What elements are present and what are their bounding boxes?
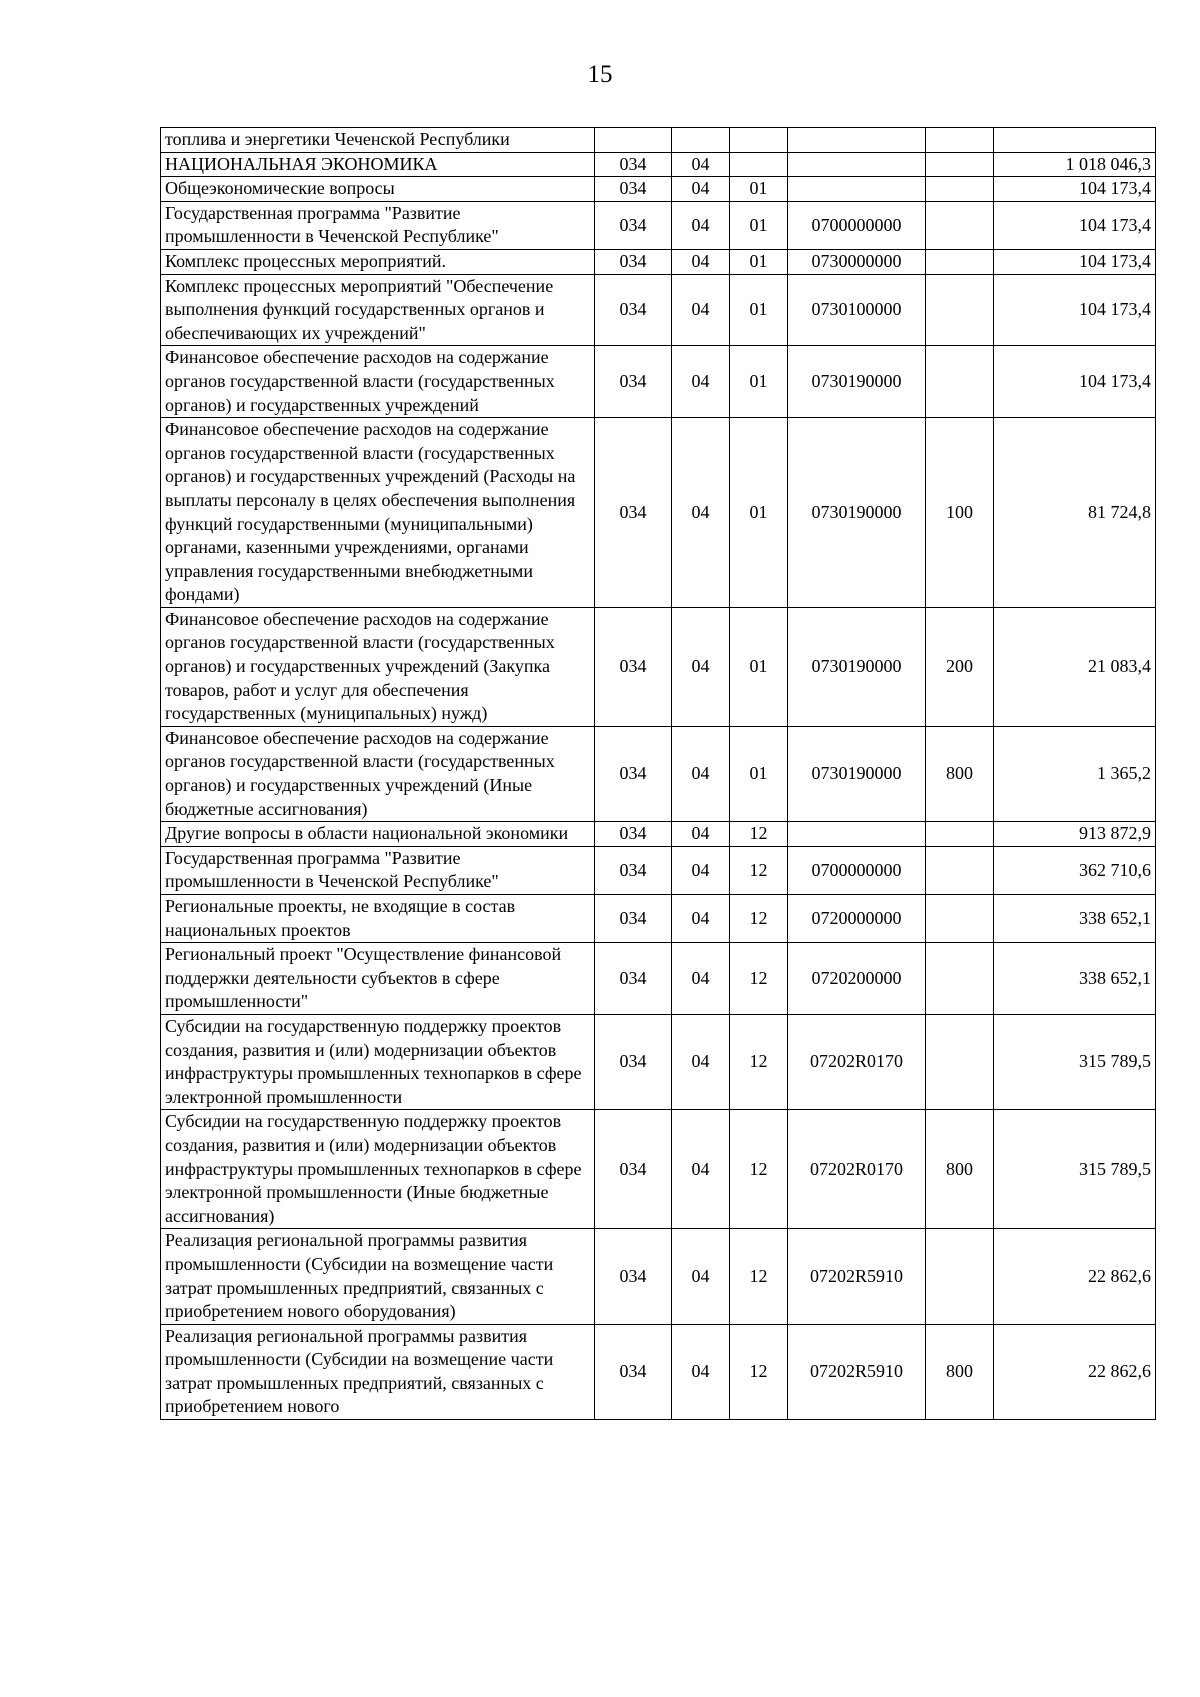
ved-code-cell: 034 [595,201,672,249]
section-code-cell: 04 [672,1229,730,1324]
expense-type-cell [926,1014,994,1109]
subsection-code-cell: 12 [730,895,788,943]
table-row [161,726,1156,821]
ved-code-cell: 034 [595,1324,672,1419]
target-article-cell: 07202R0170 [788,1110,926,1229]
page-number: 15 [587,61,613,88]
expense-type-cell [926,274,994,346]
expense-type-cell [926,128,994,153]
table-row [161,895,1156,943]
section-code-cell: 04 [672,607,730,726]
amount-cell: 21 083,4 [994,607,1156,726]
expense-type-cell: 200 [926,607,994,726]
ved-code-cell: 034 [595,346,672,418]
amount-cell: 81 724,8 [994,418,1156,608]
target-article-cell: 07202R5910 [788,1324,926,1419]
amount-cell: 1 018 046,3 [994,152,1156,177]
subsection-code-cell [730,152,788,177]
section-code-cell: 04 [672,1014,730,1109]
row-name-cell: Другие вопросы в области национальной экономики [161,822,595,847]
table-row [161,418,1156,608]
expense-type-cell [926,249,994,274]
expense-type-cell [926,895,994,943]
table-row [161,128,1156,153]
section-code-cell: 04 [672,846,730,894]
amount-cell: 104 173,4 [994,249,1156,274]
target-article-cell: 0700000000 [788,201,926,249]
ved-code-cell: 034 [595,943,672,1015]
amount-cell: 338 652,1 [994,895,1156,943]
row-name-cell: Финансовое обеспечение расходов на содержание органов государственной власти (государственных органов) и государственных учреждений (Закупка товаров, работ и услуг для обеспечения государственных (муниципальных) нужд) [161,607,595,726]
section-code-cell: 04 [672,1110,730,1229]
section-code-cell: 04 [672,274,730,346]
subsection-code-cell: 12 [730,1110,788,1229]
target-article-cell [788,177,926,202]
target-article-cell: 07202R5910 [788,1229,926,1324]
row-name-cell: Общеэкономические вопросы [161,177,595,202]
budget-table-body [161,128,1156,1420]
section-code-cell: 04 [672,418,730,608]
section-code-cell: 04 [672,895,730,943]
ved-code-cell: 034 [595,418,672,608]
table-row [161,943,1156,1015]
amount-cell: 104 173,4 [994,201,1156,249]
ved-code-cell: 034 [595,846,672,894]
subsection-code-cell: 12 [730,822,788,847]
row-name-cell: Государственная программа "Развитие промышленности в Чеченской Республике" [161,201,595,249]
expense-type-cell [926,822,994,847]
subsection-code-cell: 12 [730,1324,788,1419]
section-code-cell: 04 [672,346,730,418]
amount-cell: 1 365,2 [994,726,1156,821]
target-article-cell: 0730190000 [788,726,926,821]
expense-type-cell: 800 [926,1110,994,1229]
ved-code-cell: 034 [595,152,672,177]
section-code-cell: 04 [672,943,730,1015]
ved-code-cell: 034 [595,249,672,274]
subsection-code-cell: 12 [730,1014,788,1109]
amount-cell: 338 652,1 [994,943,1156,1015]
expense-type-cell [926,201,994,249]
ved-code-cell: 034 [595,1110,672,1229]
table-row [161,822,1156,847]
expense-type-cell [926,152,994,177]
table-row [161,1110,1156,1229]
expense-type-cell [926,943,994,1015]
ved-code-cell: 034 [595,607,672,726]
amount-cell: 22 862,6 [994,1324,1156,1419]
amount-cell: 22 862,6 [994,1229,1156,1324]
expense-type-cell [926,346,994,418]
expense-type-cell: 100 [926,418,994,608]
table-row [161,346,1156,418]
amount-cell: 104 173,4 [994,177,1156,202]
target-article-cell: 07202R0170 [788,1014,926,1109]
row-name-cell: Финансовое обеспечение расходов на содержание органов государственной власти (государственных органов) и государственных учреждений (Иные бюджетные ассигнования) [161,726,595,821]
subsection-code-cell: 12 [730,943,788,1015]
budget-table [160,127,1156,1420]
subsection-code-cell: 01 [730,274,788,346]
amount-cell: 104 173,4 [994,346,1156,418]
section-code-cell: 04 [672,249,730,274]
target-article-cell: 0730000000 [788,249,926,274]
row-name-cell: Финансовое обеспечение расходов на содержание органов государственной власти (государственных органов) и государственных учреждений (Расходы на выплаты персоналу в целях обеспечения выполнения функций государственными (муниципальными) органами, казенными учреждениями, органами управления государственными внебюджетными фондами) [161,418,595,608]
section-code-cell: 04 [672,201,730,249]
row-name-cell: Субсидии на государственную поддержку проектов создания, развития и (или) модернизации объектов инфраструктуры промышленных технопарков в сфере электронной промышленности [161,1014,595,1109]
target-article-cell [788,152,926,177]
section-code-cell [672,128,730,153]
amount-cell: 362 710,6 [994,846,1156,894]
target-article-cell: 0730190000 [788,607,926,726]
target-article-cell [788,822,926,847]
target-article-cell: 0720200000 [788,943,926,1015]
subsection-code-cell: 01 [730,201,788,249]
target-article-cell: 0700000000 [788,846,926,894]
subsection-code-cell: 01 [730,607,788,726]
ved-code-cell: 034 [595,726,672,821]
row-name-cell: Реализация региональной программы развития промышленности (Субсидии на возмещение части затрат промышленных предприятий, связанных с приобретением нового [161,1324,595,1419]
target-article-cell [788,128,926,153]
table-row [161,607,1156,726]
table-row [161,1324,1156,1419]
section-code-cell: 04 [672,152,730,177]
table-row [161,274,1156,346]
ved-code-cell: 034 [595,1229,672,1324]
table-row [161,1014,1156,1109]
expense-type-cell [926,846,994,894]
row-name-cell: Реализация региональной программы развития промышленности (Субсидии на возмещение части затрат промышленных предприятий, связанных с приобретением нового оборудования) [161,1229,595,1324]
expense-type-cell [926,177,994,202]
table-row [161,152,1156,177]
amount-cell: 315 789,5 [994,1014,1156,1109]
row-name-cell: Региональный проект "Осуществление финансовой поддержки деятельности субъектов в сфере промышленности" [161,943,595,1015]
table-row [161,846,1156,894]
amount-cell [994,128,1156,153]
ved-code-cell: 034 [595,177,672,202]
section-code-cell: 04 [672,726,730,821]
row-name-cell: Государственная программа "Развитие промышленности в Чеченской Республике" [161,846,595,894]
expense-type-cell: 800 [926,1324,994,1419]
table-row [161,1229,1156,1324]
expense-type-cell [926,1229,994,1324]
subsection-code-cell: 12 [730,846,788,894]
ved-code-cell: 034 [595,1014,672,1109]
subsection-code-cell: 01 [730,249,788,274]
row-name-cell: топлива и энергетики Чеченской Республики [161,128,595,153]
section-code-cell: 04 [672,1324,730,1419]
table-row [161,249,1156,274]
table-row [161,201,1156,249]
subsection-code-cell: 01 [730,726,788,821]
ved-code-cell: 034 [595,822,672,847]
row-name-cell: Комплекс процессных мероприятий. [161,249,595,274]
amount-cell: 104 173,4 [994,274,1156,346]
ved-code-cell: 034 [595,895,672,943]
ved-code-cell [595,128,672,153]
target-article-cell: 0730190000 [788,418,926,608]
subsection-code-cell: 01 [730,177,788,202]
target-article-cell: 0720000000 [788,895,926,943]
amount-cell: 315 789,5 [994,1110,1156,1229]
section-code-cell: 04 [672,822,730,847]
row-name-cell: Субсидии на государственную поддержку проектов создания, развития и (или) модернизации объектов инфраструктуры промышленных технопарков в сфере электронной промышленности (Иные бюджетные ассигнования) [161,1110,595,1229]
target-article-cell: 0730100000 [788,274,926,346]
ved-code-cell: 034 [595,274,672,346]
row-name-cell: Комплекс процессных мероприятий "Обеспечение выполнения функций государственных органов и обеспечивающих их учреждений" [161,274,595,346]
table-row [161,177,1156,202]
amount-cell: 913 872,9 [994,822,1156,847]
section-code-cell: 04 [672,177,730,202]
row-name-cell: Финансовое обеспечение расходов на содержание органов государственной власти (государственных органов) и государственных учреждений [161,346,595,418]
expense-type-cell: 800 [926,726,994,821]
subsection-code-cell: 01 [730,418,788,608]
row-name-cell: Региональные проекты, не входящие в состав национальных проектов [161,895,595,943]
subsection-code-cell: 01 [730,346,788,418]
row-name-cell: НАЦИОНАЛЬНАЯ ЭКОНОМИКА [161,152,595,177]
target-article-cell: 0730190000 [788,346,926,418]
subsection-code-cell [730,128,788,153]
subsection-code-cell: 12 [730,1229,788,1324]
